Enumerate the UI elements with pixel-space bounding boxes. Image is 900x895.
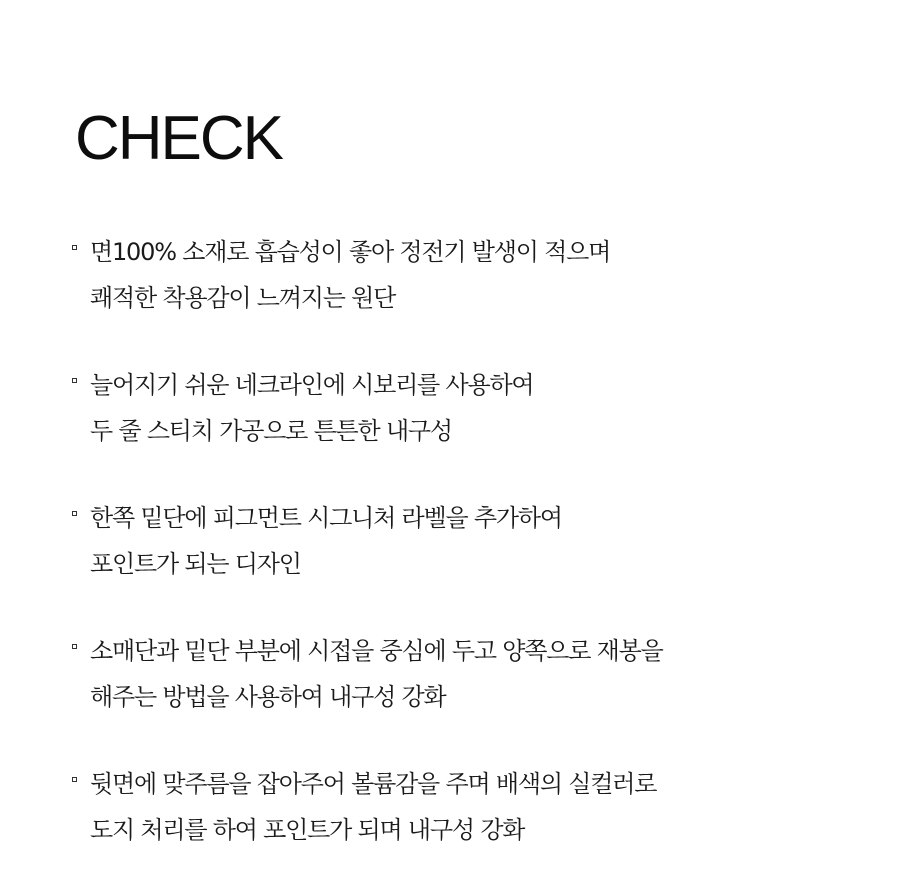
check-item-line: 뒷면에 맞주름을 잡아주어 볼륨감을 주며 배색의 실컬러로 <box>90 770 657 798</box>
check-item-line: 도지 처리를 하여 포인트가 되며 내구성 강화 <box>90 815 525 844</box>
square-bullet-icon <box>72 245 77 250</box>
square-bullet-icon <box>72 378 77 383</box>
section-title: CHECK <box>75 104 283 173</box>
check-item-line: 포인트가 되는 디자인 <box>90 549 301 578</box>
check-item <box>72 762 832 853</box>
check-item <box>72 363 832 454</box>
square-bullet-icon <box>72 511 77 516</box>
check-item-line: 두 줄 스티치 가공으로 튼튼한 내구성 <box>90 416 452 445</box>
check-item <box>72 496 832 587</box>
check-item-line: 쾌적한 착용감이 느껴지는 원단 <box>90 283 396 312</box>
check-item-line: 해주는 방법을 사용하여 내구성 강화 <box>90 682 446 711</box>
square-bullet-icon <box>72 644 77 649</box>
check-item-line: 면100% 소재로 흡습성이 좋아 정전기 발생이 적으며 <box>90 238 611 266</box>
check-list <box>72 230 832 895</box>
check-item-line: 한쪽 밑단에 피그먼트 시그니처 라벨을 추가하여 <box>90 504 562 532</box>
check-item <box>72 230 832 321</box>
check-item-line: 늘어지기 쉬운 네크라인에 시보리를 사용하여 <box>90 371 534 399</box>
square-bullet-icon <box>72 777 77 782</box>
check-item-line: 소매단과 밑단 부분에 시접을 중심에 두고 양쪽으로 재봉을 <box>90 637 663 665</box>
check-item <box>72 629 832 720</box>
